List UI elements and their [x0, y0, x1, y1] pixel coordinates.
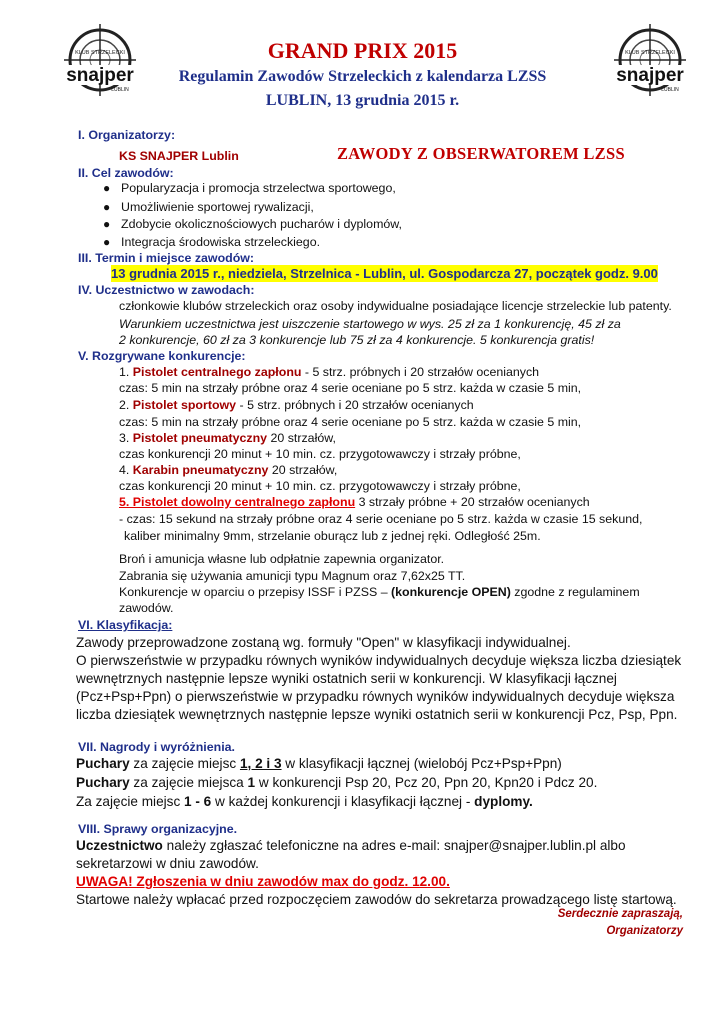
- classification-line: wewnętrznych następnie lepsze wyniki ostatnich serii w konkurencji. W klasyfikacji łącznej: [76, 671, 617, 686]
- logo-top-text: KLUB STRZELECKI: [75, 50, 125, 56]
- award-line-3: Za zajęcie miejsc 1 - 6 w każdej konkurencji i klasyfikacji łącznej - dyplomy.: [76, 794, 533, 809]
- award-line-1: Puchary za zajęcie miejsc 1, 2 i 3 w klasyfikacji łącznej (wielobój Pcz+Psp+Ppn): [76, 756, 562, 771]
- goal-item: Popularyzacja i promocja strzelectwa sportowego,: [121, 181, 396, 195]
- section-awards-heading: VII. Nagrody i wyróżnienia.: [78, 740, 235, 754]
- ammo-note: Zabrania się używania amunicji typu Magnum oraz 7,62x25 TT.: [119, 569, 466, 583]
- competition-1: 1. Pistolet centralnego zapłonu - 5 strz. próbnych i 20 strzałów ocenianych: [119, 365, 540, 379]
- classification-line: Zawody przeprowadzone zostaną wg. formuły "Open" w klasyfikacji indywidualnej.: [76, 635, 571, 650]
- goal-item: Integracja środowiska strzeleckiego.: [121, 235, 321, 249]
- competition-3-time: czas konkurencji 20 minut + 10 min. cz. przygotowawczy i strzały próbne,: [119, 447, 521, 461]
- fee-line: Warunkiem uczestnictwa jest uiszczenie startowego w wys. 25 zł za 1 konkurencję, 45 zł za: [119, 317, 621, 331]
- competition-2: 2. Pistolet sportowy - 5 strz. próbnych i 20 strzałów ocenianych: [119, 398, 474, 412]
- competition-4-time: czas konkurencji 20 minut + 10 min. cz. przygotowawczy i strzały próbne,: [119, 479, 521, 493]
- bullet-icon: ●: [103, 217, 111, 231]
- fee-line: 2 konkurencje, 60 zł za 3 konkurencje lub 75 zł za 4 konkurencje. 5 konkurencja gratis!: [119, 333, 595, 347]
- logo-brand: snajper: [616, 65, 684, 86]
- bullet-icon: ●: [103, 235, 111, 249]
- rules-note-end: zawodów.: [119, 601, 174, 615]
- section-competitions-heading: V. Rozgrywane konkurencje:: [78, 349, 246, 363]
- logo-city: LUBLIN: [111, 87, 129, 93]
- logo-brand: snajper: [66, 65, 134, 86]
- section-classification-heading: VI. Klasyfikacja:: [78, 618, 173, 632]
- award-line-2: Puchary za zajęcie miejsca 1 w konkurencji Psp 20, Pcz 20, Ppn 20, Kpn20 i Pdcz 20.: [76, 775, 598, 790]
- bullet-icon: ●: [103, 181, 111, 195]
- competition-5-caliber: kaliber minimalny 9mm, strzelanie oburącz lub z jednej ręki. Odległość 25m.: [124, 529, 541, 543]
- competition-5-time: - czas: 15 sekund na strzały próbne oraz 4 serie oceniane po 5 strz. każda w czasie 15 sekund,: [119, 512, 643, 526]
- classification-line: O pierwszeństwie w przypadku równych wyników indywidualnych decyduje większa liczba dziesiątek: [76, 653, 682, 668]
- logo-top-text: KLUB STRZELECKI: [625, 50, 675, 56]
- closing-signature: Organizatorzy: [606, 925, 683, 937]
- competition-3: 3. Pistolet pneumatyczny 20 strzałów,: [119, 431, 336, 445]
- section-organizers-heading: I. Organizatorzy:: [78, 128, 176, 142]
- closing-greeting: Serdecznie zapraszają,: [557, 908, 683, 920]
- competition-1-time: czas: 5 min na strzały próbne oraz 4 serie oceniane po 5 strz. każda w czasie 5 min,: [119, 381, 582, 395]
- goal-item: Zdobycie okolicznościowych pucharów i dyplomów,: [121, 217, 402, 231]
- section-goals-heading: II. Cel zawodów:: [78, 166, 174, 180]
- entry-line-2: sekretarzowi w dniu zawodów.: [76, 856, 259, 871]
- organizer-name: KS SNAJPER Lublin: [119, 149, 239, 163]
- entry-line: Uczestnictwo należy zgłaszać telefoniczne na adres e-mail: snajper@snajper.lublin.pl albo: [76, 838, 626, 853]
- equipment-note: Broń i amunicja własne lub odpłatnie zapewnia organizator.: [119, 552, 445, 566]
- rules-note: Konkurencje w oparciu o przepisy ISSF i PZSS – (konkurencje OPEN) zgodne z regulaminem: [119, 585, 640, 599]
- logo-city: LUBLIN: [661, 87, 679, 93]
- competition-2-time: czas: 5 min na strzały próbne oraz 4 serie oceniane po 5 strz. każda w czasie 5 min,: [119, 415, 582, 429]
- bullet-icon: ●: [103, 200, 111, 214]
- section-date-heading: III. Termin i miejsce zawodów:: [78, 251, 255, 265]
- page-subtitle: Regulamin Zawodów Strzeleckich z kalendarza LZSS: [178, 68, 547, 85]
- place-date: LUBLIN, 13 grudnia 2015 r.: [265, 92, 460, 109]
- participation-line: członkowie klubów strzeleckich oraz osoby indywidualne posiadające licencje strzeleckie lub patenty.: [119, 299, 672, 313]
- page-title: GRAND PRIX 2015: [267, 38, 458, 63]
- observer-notice: ZAWODY Z OBSERWATOREM LZSS: [337, 144, 625, 163]
- competition-5: 5. Pistolet dowolny centralnego zapłonu 3 strzały próbne + 20 strzałów ocenianych: [119, 495, 590, 509]
- classification-line: (Pcz+Psp+Ppn) o pierwszeństwie w przypadku równych wyników indywidualnych decyduje większa: [76, 689, 675, 704]
- section-organization-heading: VIII. Sprawy organizacyjne.: [78, 822, 238, 836]
- fee-payment-line: Startowe należy wpłacać przed rozpoczęciem zawodów do sekretarza prowadzącego listę startową.: [76, 892, 677, 907]
- warning-notice: UWAGA! Zgłoszenia w dniu zawodów max do godz. 12.00.: [76, 874, 450, 889]
- section-participation-heading: IV. Uczestnictwo w zawodach:: [78, 283, 255, 297]
- goal-item: Umożliwienie sportowej rywalizacji,: [121, 200, 314, 214]
- classification-line: liczba dziesiątek wewnętrznych następnie lepsze wyniki ostatnich serii w konkurencji Pcz, Psp, Ppn.: [76, 707, 678, 722]
- date-place-highlight: 13 grudnia 2015 r., niedziela, Strzelnica - Lublin, ul. Gospodarcza 27, początek godz. 9.00: [111, 266, 658, 281]
- competition-4: 4. Karabin pneumatyczny 20 strzałów,: [119, 463, 338, 477]
